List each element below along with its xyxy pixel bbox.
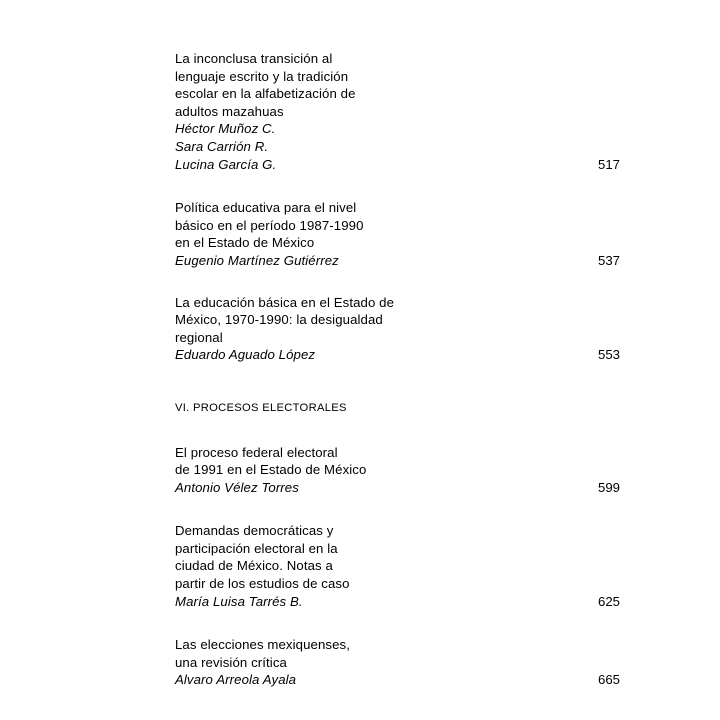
toc-title-line: partir de los estudios de caso bbox=[175, 576, 350, 592]
toc-entry bbox=[175, 444, 620, 497]
toc-entry bbox=[175, 294, 620, 364]
table-of-contents bbox=[175, 50, 620, 711]
toc-page-number: 517 bbox=[597, 156, 620, 172]
toc-title-line: escolar en la alfabetización de bbox=[175, 86, 356, 102]
toc-page-number: 537 bbox=[597, 252, 620, 268]
toc-title-line: básico en el período 1987-1990 bbox=[175, 217, 364, 233]
toc-entry bbox=[175, 636, 620, 689]
toc-title-line: regional bbox=[175, 329, 223, 345]
toc-title-line: La inconclusa transición al bbox=[175, 51, 333, 66]
toc-page-number: 625 bbox=[597, 593, 620, 609]
toc-title-line: de 1991 en el Estado de México bbox=[175, 462, 367, 478]
toc-author-line: Héctor Muñoz C. bbox=[175, 121, 276, 137]
toc-page-number: 553 bbox=[597, 347, 620, 363]
toc-author-line: Antonio Vélez Torres bbox=[175, 479, 299, 495]
toc-entry-text bbox=[175, 522, 475, 610]
toc-title-line: en el Estado de México bbox=[175, 235, 315, 251]
toc-title-line: ciudad de México. Notas a bbox=[175, 558, 333, 574]
toc-entry-text bbox=[175, 294, 475, 364]
toc-author-line: María Luisa Tarrés B. bbox=[175, 593, 303, 609]
toc-title-line: Política educativa para el nivel bbox=[175, 200, 357, 216]
toc-author-line: Sara Carrión R. bbox=[175, 138, 269, 154]
toc-page-number: 665 bbox=[597, 672, 620, 688]
toc-title-line: El proceso federal electoral bbox=[175, 444, 338, 460]
toc-title-line: adultos mazahuas bbox=[175, 103, 284, 119]
toc-title-line: México, 1970-1990: la desigualdad bbox=[175, 312, 383, 328]
toc-entry-text bbox=[175, 199, 475, 269]
toc-author-line: Alvaro Arreola Ayala bbox=[175, 672, 297, 688]
toc-title-line: participación electoral en la bbox=[175, 540, 338, 556]
toc-title-line: La educación básica en el Estado de bbox=[175, 294, 395, 310]
toc-section-heading: VI. PROCESOS ELECTORALES bbox=[175, 401, 347, 414]
toc-title-line: lenguaje escrito y la tradición bbox=[175, 68, 349, 84]
toc-entry-text bbox=[175, 444, 475, 497]
toc-author-line: Eugenio Martínez Gutiérrez bbox=[175, 252, 339, 268]
toc-entry bbox=[175, 199, 620, 269]
toc-entry bbox=[175, 522, 620, 610]
toc-title-line: una revisión crítica bbox=[175, 654, 287, 670]
toc-entry bbox=[175, 50, 620, 173]
toc-entry-text bbox=[175, 636, 475, 689]
toc-title-line: Las elecciones mexiquenses, bbox=[175, 637, 350, 653]
toc-author-line: Lucina García G. bbox=[175, 156, 277, 172]
toc-page-number: 599 bbox=[597, 479, 620, 495]
toc-author-line: Eduardo Aguado López bbox=[175, 347, 316, 363]
toc-title-line: Demandas democráticas y bbox=[175, 523, 334, 539]
toc-entry-text bbox=[175, 50, 475, 173]
